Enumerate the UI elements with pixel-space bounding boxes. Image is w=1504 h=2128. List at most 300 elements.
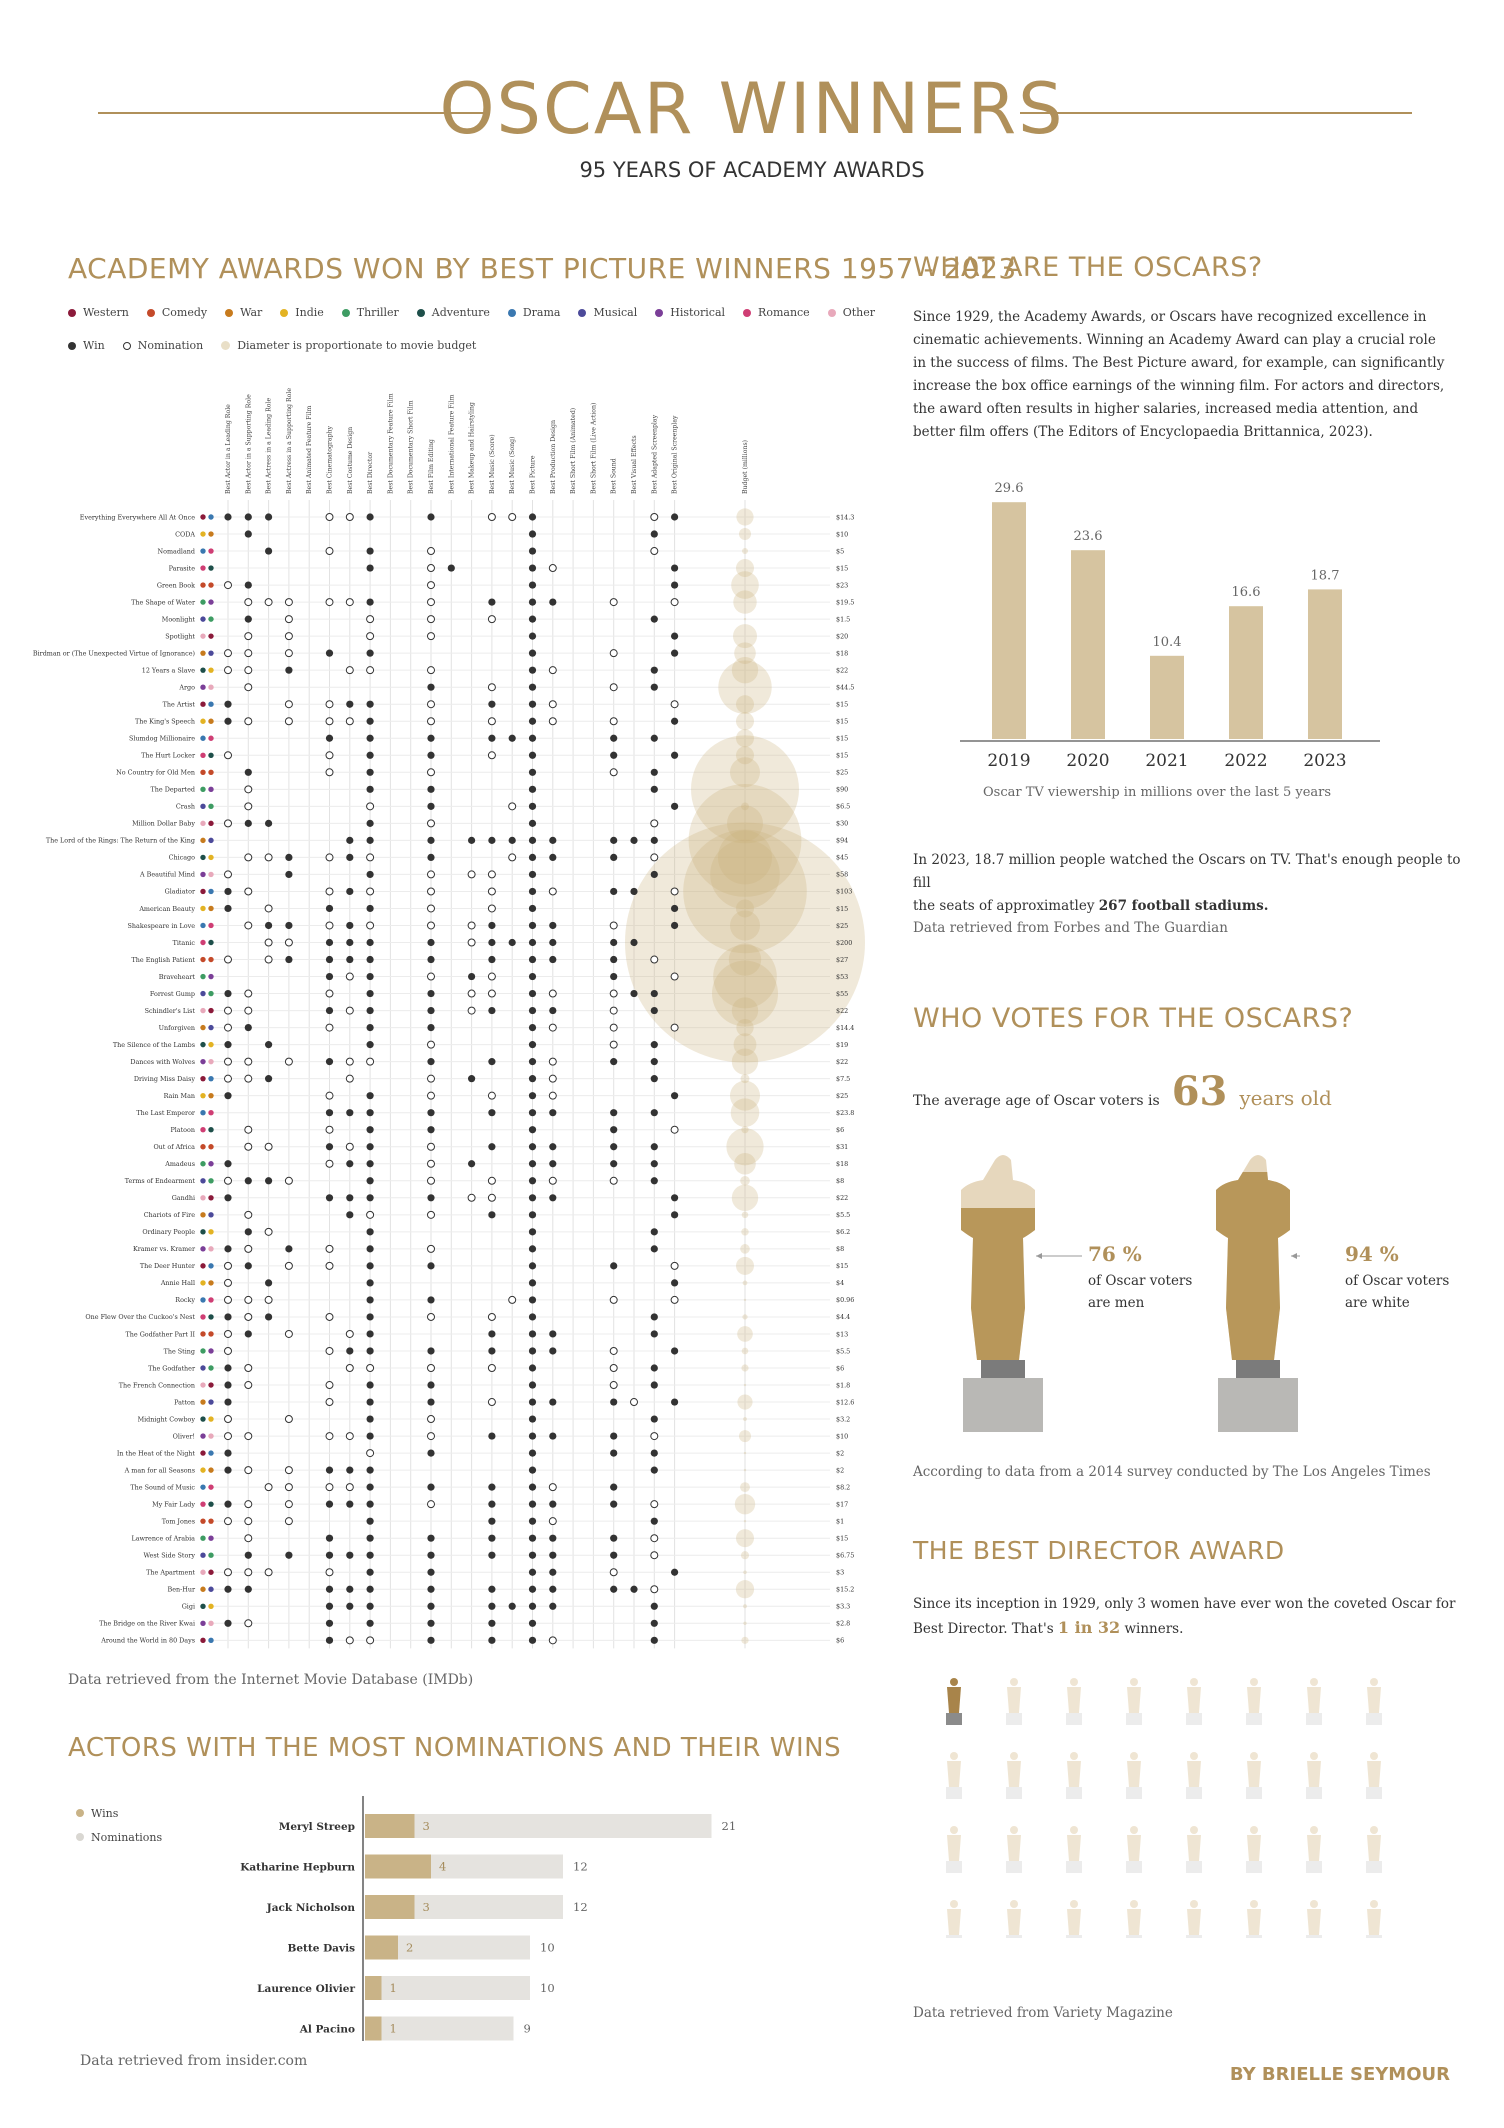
- film-title: West Side Story: [143, 1551, 195, 1560]
- genre-legend: [68, 306, 893, 319]
- category-label: Best Picture: [529, 455, 537, 494]
- film-title: The Artist: [162, 700, 195, 709]
- budget-circle: [737, 1326, 753, 1342]
- genre-dot: [200, 1604, 205, 1609]
- genre-dot: [200, 599, 205, 604]
- win-marker: [488, 1535, 495, 1542]
- budget-circle: [736, 1257, 754, 1275]
- category-label: Best Sound: [610, 458, 618, 494]
- genre-dot: [200, 1553, 205, 1558]
- budget-label: $45: [836, 853, 849, 862]
- nomination-marker: [428, 1092, 435, 1099]
- budget-label: $15: [836, 700, 849, 709]
- nomination-marker: [346, 1365, 353, 1372]
- genre-dot: [200, 1178, 205, 1183]
- genre-dot: [200, 736, 205, 741]
- nomination-marker: [671, 973, 678, 980]
- nomination-marker: [671, 599, 678, 606]
- win-marker: [427, 1552, 434, 1559]
- budget-circle: [740, 1482, 750, 1492]
- nomination-marker: [468, 871, 475, 878]
- budget-column-label: Budget (millions): [742, 439, 749, 494]
- genre-dot: [208, 719, 213, 724]
- genre-dot: [200, 1484, 205, 1489]
- win-marker: [671, 513, 678, 520]
- nomination-marker: [326, 752, 333, 759]
- nomination-marker: [610, 1382, 617, 1389]
- nomination-marker: [549, 1075, 556, 1082]
- oscar-icon: [1186, 1900, 1202, 1938]
- genre-dot: [208, 1042, 213, 1047]
- nomination-marker: [225, 820, 232, 827]
- genre-dot: [200, 1246, 205, 1251]
- legend-nominations: [76, 1826, 162, 1850]
- win-marker: [488, 939, 495, 946]
- win-marker: [651, 1637, 658, 1644]
- budget-label: $3.3: [836, 1602, 851, 1611]
- genre-legend-label: Romance: [758, 306, 810, 319]
- genre-dot: [208, 1416, 213, 1421]
- budget-label: $14.4: [836, 1023, 855, 1032]
- genre-dot: [208, 1433, 213, 1438]
- budget-circle: [744, 1384, 746, 1386]
- oscar-icon: [1246, 1678, 1262, 1725]
- nomination-marker: [671, 1126, 678, 1133]
- win-marker: [427, 1381, 434, 1388]
- genre-dot: [200, 667, 205, 672]
- win-marker: [367, 1501, 374, 1508]
- statue-base: [1218, 1378, 1298, 1432]
- win-marker: [224, 905, 231, 912]
- genre-dot: [200, 1042, 205, 1047]
- budget-circle: [733, 590, 756, 613]
- oscar-icon-highlighted: [946, 1678, 962, 1725]
- nomination-marker: [245, 990, 252, 997]
- genre-dot: [200, 1365, 205, 1370]
- nomination-marker: [428, 718, 435, 725]
- win-marker: [468, 1075, 475, 1082]
- nomination-marker: [245, 1143, 252, 1150]
- win-marker: [245, 1024, 252, 1031]
- film-title: Around the World in 80 Days: [101, 1636, 195, 1645]
- nomination-marker: [428, 1433, 435, 1440]
- genre-dot: [208, 1604, 213, 1609]
- budget-label: $10: [836, 530, 849, 539]
- win-marker: [488, 1109, 495, 1116]
- nomination-marker: [225, 1007, 232, 1014]
- win-marker: [346, 837, 353, 844]
- win-marker: [427, 1194, 434, 1201]
- category-label: Best Documentary Feature Film: [387, 393, 395, 494]
- win-marker: [367, 1467, 374, 1474]
- genre-dot: [208, 548, 213, 553]
- film-title: Lawrence of Arabia: [131, 1534, 195, 1543]
- genre-swatch-icon: [280, 309, 288, 317]
- film-title: Gigi: [181, 1602, 195, 1611]
- win-marker: [651, 616, 658, 623]
- nomination-marker: [225, 752, 232, 759]
- win-marker: [427, 513, 434, 520]
- win-marker: [610, 1143, 617, 1150]
- nomination-marker: [326, 888, 333, 895]
- genre-dot: [200, 719, 205, 724]
- budget-label: $6: [836, 1636, 845, 1645]
- genre-dot: [200, 1110, 205, 1115]
- oscar-icon: [1306, 1752, 1322, 1799]
- win-marker: [245, 1330, 252, 1337]
- nomination-marker: [285, 633, 292, 640]
- nomination-marker: [346, 1330, 353, 1337]
- actors-bar-chart: [180, 1796, 780, 2046]
- nomination-marker: [671, 1024, 678, 1031]
- budget-label: $23.8: [836, 1109, 855, 1117]
- genre-legend-item: [508, 306, 561, 319]
- budget-label: $6.2: [836, 1228, 851, 1237]
- genre-dot: [208, 1059, 213, 1064]
- nominations-value-label: 12: [573, 1900, 588, 1914]
- genre-dot: [208, 1246, 213, 1251]
- nomination-marker: [428, 548, 435, 555]
- win-marker: [245, 513, 252, 520]
- film-title: Amadeus: [165, 1160, 195, 1169]
- win-marker: [529, 837, 536, 844]
- budget-circle: [743, 1417, 747, 1421]
- nomination-marker: [428, 1313, 435, 1320]
- nomination-marker: [428, 871, 435, 878]
- win-marker: [549, 939, 556, 946]
- genre-swatch-icon: [342, 309, 350, 317]
- win-marker: [367, 1620, 374, 1627]
- win-marker: [529, 735, 536, 742]
- nomination-marker: [285, 1518, 292, 1525]
- nomination-marker: [468, 1194, 475, 1201]
- men-statue: [960, 1155, 1063, 1432]
- nomination-marker: [265, 939, 272, 946]
- nomination-marker: [285, 1484, 292, 1491]
- win-marker: [651, 1177, 658, 1184]
- oscar-icon: [1006, 1900, 1022, 1938]
- genre-dot: [200, 1144, 205, 1149]
- nomination-marker: [428, 1143, 435, 1150]
- nomination-marker: [549, 1092, 556, 1099]
- win-marker: [529, 1569, 536, 1576]
- budget-label: $1: [836, 1517, 845, 1526]
- win-marker: [610, 854, 617, 861]
- nomination-marker: [245, 599, 252, 606]
- win-marker: [488, 922, 495, 929]
- win-marker: [224, 1364, 231, 1371]
- nomination-marker: [428, 1245, 435, 1252]
- nomination-marker-icon: [123, 342, 131, 350]
- nomination-marker: [468, 922, 475, 929]
- nomination-marker: [671, 701, 678, 708]
- win-marker: [651, 530, 658, 537]
- win-marker: [630, 888, 637, 895]
- wins-value-label: 1: [389, 2021, 397, 2036]
- nomination-marker: [468, 939, 475, 946]
- genre-dot: [200, 957, 205, 962]
- budget-circle: [744, 1452, 746, 1454]
- win-marker: [427, 990, 434, 997]
- nomination-marker: [671, 888, 678, 895]
- actor-name: Katharine Hepburn: [240, 1861, 355, 1874]
- film-title: A man for all Seasons: [124, 1466, 195, 1475]
- nomination-marker: [488, 1313, 495, 1320]
- genre-dot: [208, 702, 213, 707]
- win-marker: [529, 1228, 536, 1235]
- win-marker: [367, 1160, 374, 1167]
- win-marker: [488, 1058, 495, 1065]
- nomination-marker: [245, 650, 252, 657]
- budget-circle: [737, 1394, 752, 1409]
- win-marker: [610, 973, 617, 980]
- win-marker: [488, 1211, 495, 1218]
- win-marker: [224, 1467, 231, 1474]
- nomination-marker: [225, 1058, 232, 1065]
- genre-dot: [208, 1195, 213, 1200]
- win-marker: [245, 1552, 252, 1559]
- win-marker: [529, 939, 536, 946]
- nomination-marker: [468, 990, 475, 997]
- win-marker: [285, 1245, 292, 1252]
- win-marker: [529, 547, 536, 554]
- win-marker: [529, 1109, 536, 1116]
- wins-bar: [365, 1936, 398, 1960]
- win-marker: [346, 701, 353, 708]
- win-marker: [529, 769, 536, 776]
- nomination-marker: [326, 922, 333, 929]
- win-marker: [529, 854, 536, 861]
- genre-dot: [208, 753, 213, 758]
- nomination-marker: [428, 1177, 435, 1184]
- win-marker: [367, 956, 374, 963]
- film-title: Unforgiven: [158, 1023, 195, 1032]
- genre-dot: [200, 548, 205, 553]
- oscar-icon: [946, 1826, 962, 1873]
- genre-dot: [200, 1638, 205, 1643]
- director-heading: THE BEST DIRECTOR AWARD: [913, 1536, 1285, 1565]
- win-marker: [326, 1143, 333, 1150]
- actors-source: Data retrieved from insider.com: [80, 2053, 308, 2069]
- nomination-marker: [326, 599, 333, 606]
- win-marker: [367, 1552, 374, 1559]
- nomination-marker: [610, 1296, 617, 1303]
- nomination-marker: [367, 1365, 374, 1372]
- nomination-marker: [225, 1279, 232, 1286]
- film-title: The Last Emperor: [136, 1109, 195, 1117]
- budget-circle-icon: [221, 341, 230, 350]
- wins-bar: [365, 1976, 382, 2000]
- genre-dot: [208, 821, 213, 826]
- budget-circle: [744, 618, 746, 620]
- film-title: The English Patient: [131, 955, 195, 964]
- win-marker: [488, 837, 495, 844]
- film-title: The Hurt Locker: [141, 751, 195, 760]
- win-marker: [651, 1313, 658, 1320]
- win-marker: [529, 1177, 536, 1184]
- win-marker: [367, 718, 374, 725]
- budget-label: $19.5: [836, 598, 855, 607]
- win-marker: [265, 820, 272, 827]
- win-marker: [245, 530, 252, 537]
- win-marker: [651, 1364, 658, 1371]
- win-marker: [367, 1262, 374, 1269]
- film-title: Schindler's List: [144, 1006, 195, 1015]
- white-label-line2: are white: [1345, 1295, 1410, 1311]
- budget-label: $2: [836, 1466, 845, 1475]
- win-marker: [529, 1194, 536, 1201]
- budget-label: $4: [836, 1279, 845, 1288]
- budget-label: $1.8: [836, 1381, 851, 1390]
- win-marker: [468, 1160, 475, 1167]
- win-marker: [224, 1398, 231, 1405]
- nomination-marker: [367, 1058, 374, 1065]
- win-marker: [245, 1177, 252, 1184]
- oscar-icon: [1066, 1752, 1082, 1799]
- win-marker: [326, 1552, 333, 1559]
- budget-label: $15.2: [836, 1585, 855, 1594]
- win-marker: [529, 1313, 536, 1320]
- win-marker: [529, 1381, 536, 1388]
- viewership-source: Data retrieved from Forbes and The Guardian: [913, 920, 1228, 936]
- legend-win: [68, 339, 105, 352]
- win-marker: [245, 820, 252, 827]
- author-credit: BY BRIELLE SEYMOUR: [1229, 2064, 1450, 2085]
- nomination-marker: [610, 922, 617, 929]
- film-title: Driving Miss Daisy: [133, 1074, 195, 1083]
- actor-name: Al Pacino: [299, 2023, 355, 2036]
- win-marker: [651, 871, 658, 878]
- budget-circle: [740, 1244, 750, 1254]
- budget-circle: [736, 1580, 754, 1598]
- win-marker: [367, 1398, 374, 1405]
- nomination-marker: [671, 1296, 678, 1303]
- nomination-marker: [265, 1143, 272, 1150]
- genre-dot: [208, 1008, 213, 1013]
- genre-dot: [208, 1587, 213, 1592]
- win-marker: [529, 1364, 536, 1371]
- nomination-marker: [367, 667, 374, 674]
- budget-label: $6: [836, 1126, 845, 1135]
- nomination-marker: [346, 599, 353, 606]
- genre-dot: [208, 906, 213, 911]
- win-marker: [610, 837, 617, 844]
- nomination-marker: [651, 1552, 658, 1559]
- film-title: Tom Jones: [161, 1517, 195, 1526]
- budget-circle: [741, 1364, 748, 1371]
- film-title: The Godfather: [148, 1364, 195, 1373]
- nomination-marker: [265, 1296, 272, 1303]
- win-marker: [346, 922, 353, 929]
- budget-circle: [743, 1622, 746, 1625]
- nomination-marker: [326, 1399, 333, 1406]
- genre-dot: [200, 702, 205, 707]
- win-marker: [427, 1484, 434, 1491]
- win-marker: [488, 1347, 495, 1354]
- genre-legend-label: Historical: [670, 306, 726, 319]
- win-marker: [427, 1398, 434, 1405]
- nomination-marker: [245, 1569, 252, 1576]
- budget-circle: [742, 548, 748, 554]
- budget-circle: [741, 1228, 748, 1235]
- nomination-marker: [285, 1262, 292, 1269]
- category-label: Best Actress in a Leading Role: [265, 397, 273, 494]
- budget-label: $5.5: [836, 1211, 851, 1220]
- genre-dot: [200, 1093, 205, 1098]
- nomination-marker: [225, 1569, 232, 1576]
- win-marker: [367, 564, 374, 571]
- budget-label: $7.5: [836, 1074, 851, 1083]
- nomination-marker: [265, 1569, 272, 1576]
- win-marker: [651, 1381, 658, 1388]
- win-marker: [367, 939, 374, 946]
- win-marker: [326, 1007, 333, 1014]
- win-marker: [427, 1262, 434, 1269]
- win-marker: [346, 1467, 353, 1474]
- nomination-marker: [428, 1211, 435, 1218]
- win-marker: [367, 1535, 374, 1542]
- budget-label: $22: [836, 1006, 849, 1015]
- nomination-marker: [285, 939, 292, 946]
- category-label: Best International Feature Film: [448, 394, 456, 494]
- nomination-marker: [651, 956, 658, 963]
- nomination-marker: [245, 1211, 252, 1218]
- nominations-bar: [365, 2017, 514, 2041]
- legend-nominations-label: Nominations: [91, 1831, 163, 1844]
- nomination-marker: [488, 1365, 495, 1372]
- nomination-marker: [488, 888, 495, 895]
- win-marker: [651, 837, 658, 844]
- win-marker: [529, 1484, 536, 1491]
- win-marker: [549, 1603, 556, 1610]
- director-icon-grid: [930, 1668, 1390, 1938]
- nomination-marker: [285, 701, 292, 708]
- win-marker: [610, 752, 617, 759]
- win-marker: [326, 1620, 333, 1627]
- film-title: The French Connection: [118, 1381, 195, 1390]
- budget-label: $8: [836, 1245, 845, 1254]
- film-title: The Lord of the Rings: The Return of the King: [45, 836, 195, 845]
- nomination-marker: [367, 888, 374, 895]
- win-marker: [326, 973, 333, 980]
- win-marker: [427, 837, 434, 844]
- nomination-marker: [549, 1518, 556, 1525]
- win-marker: [265, 1075, 272, 1082]
- win-marker: [529, 973, 536, 980]
- nomination-marker: [285, 1058, 292, 1065]
- nomination-marker: [428, 820, 435, 827]
- nomination-marker: [225, 1075, 232, 1082]
- legend-budget: [221, 339, 476, 352]
- genre-dot: [200, 1263, 205, 1268]
- nomination-marker: [428, 769, 435, 776]
- win-marker: [326, 1501, 333, 1508]
- viewership-year-label: 2022: [1224, 751, 1268, 771]
- win-marker: [346, 1194, 353, 1201]
- nomination-marker: [225, 1518, 232, 1525]
- genre-dot: [208, 804, 213, 809]
- win-marker: [367, 547, 374, 554]
- category-label: Best Costume Design: [346, 426, 354, 494]
- budget-circle: [735, 1494, 755, 1514]
- win-marker: [488, 1603, 495, 1610]
- viewership-stat: [913, 849, 1473, 918]
- nomination-marker: [245, 1365, 252, 1372]
- director-source: Data retrieved from Variety Magazine: [913, 2005, 1173, 2021]
- nomination-marker: [488, 1194, 495, 1201]
- win-marker: [346, 888, 353, 895]
- win-marker: [671, 1569, 678, 1576]
